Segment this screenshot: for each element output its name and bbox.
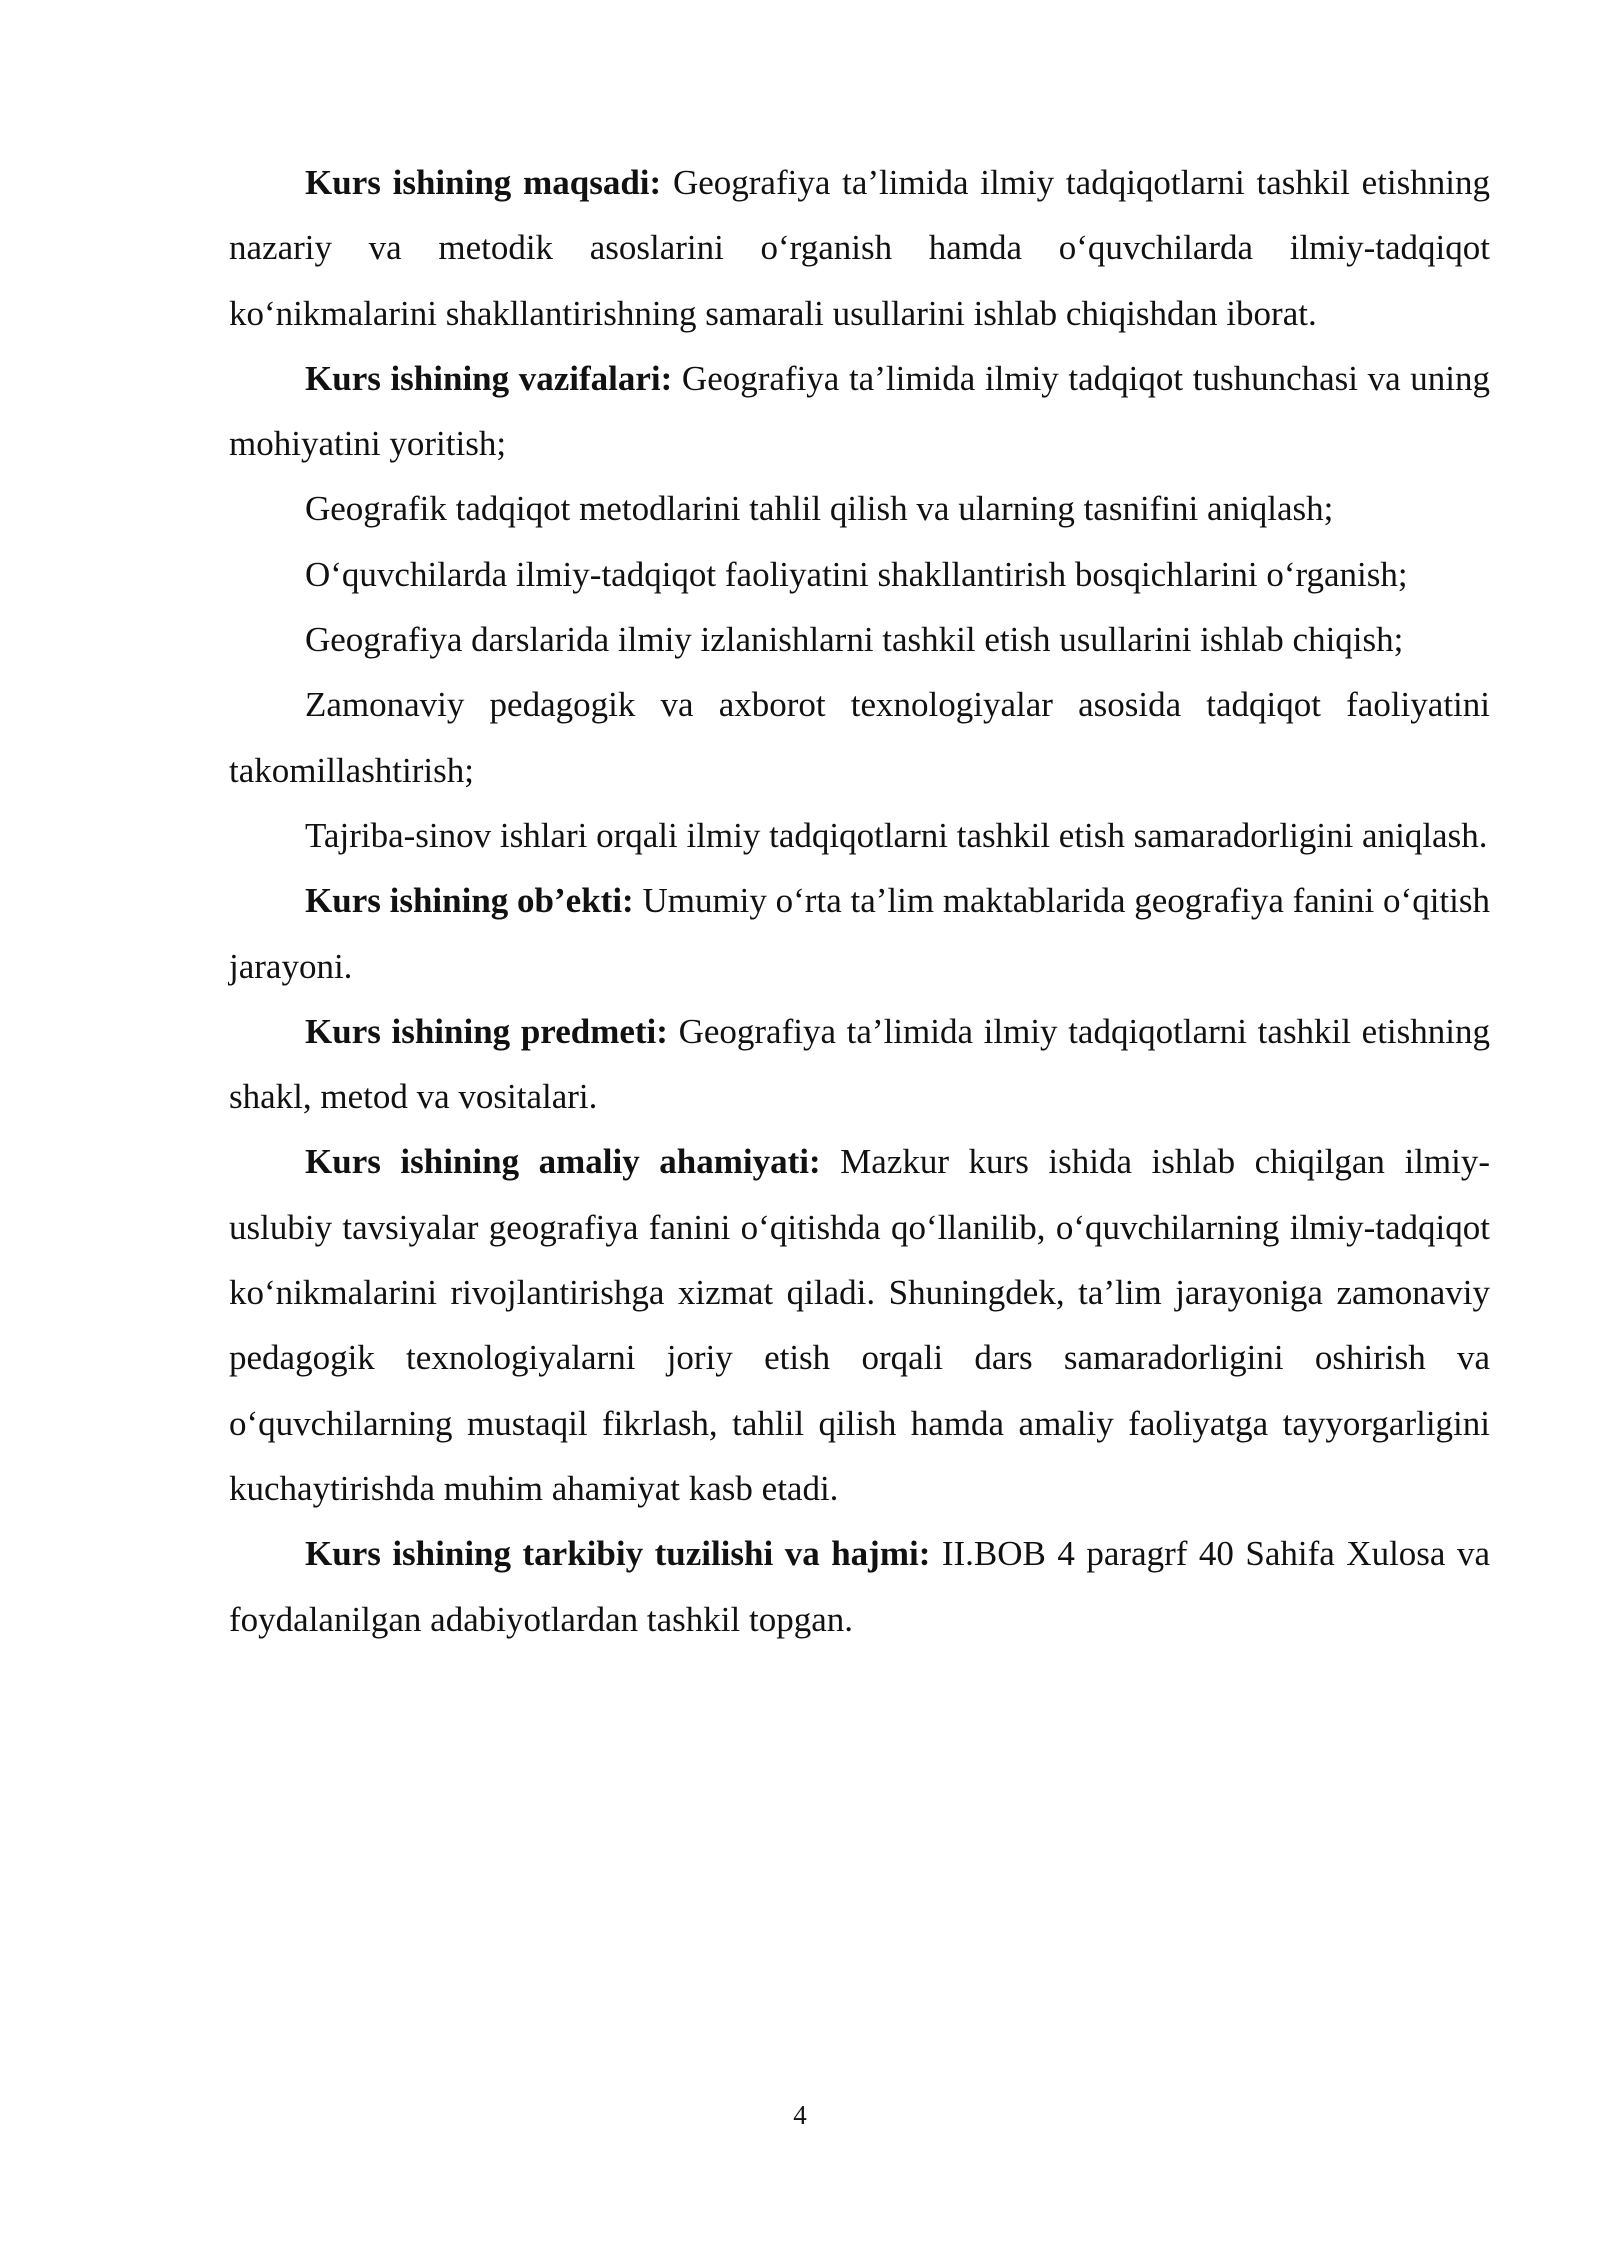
paragraph-text: Geografiya ta’limida ilmiy tadqiqotlarni tashkil etishning shakl, metod va vositalari. bbox=[229, 1011, 1490, 1117]
task-item bbox=[229, 607, 1490, 672]
paragraph-tarkibiy-tuzilishi bbox=[229, 1521, 1490, 1652]
paragraph-heading: Kurs ishining ob’ekti: bbox=[305, 881, 634, 921]
paragraph-amaliy-ahamiyati bbox=[229, 1129, 1490, 1521]
paragraph-text: Geografiya ta’limida ilmiy tadqiqot tushunchasi va uning mohiyatini yoritish; bbox=[229, 358, 1490, 464]
paragraph-text: Tajriba-sinov ishlari orqali ilmiy tadqiqotlarni tashkil etish samaradorligini aniqlash. bbox=[305, 815, 1488, 855]
task-item bbox=[229, 542, 1490, 607]
paragraph-heading: Kurs ishining vazifalari: bbox=[305, 358, 673, 398]
task-item bbox=[229, 803, 1490, 868]
task-item bbox=[229, 476, 1490, 541]
paragraph-obekti bbox=[229, 868, 1490, 999]
body-text bbox=[229, 150, 1490, 1652]
paragraph-heading: Kurs ishining tarkibiy tuzilishi va hajmi: bbox=[305, 1534, 931, 1574]
paragraph-predmeti bbox=[229, 999, 1490, 1130]
paragraph-heading: Kurs ishining maqsadi: bbox=[305, 163, 662, 202]
paragraph-text: O‘quvchilarda ilmiy-tadqiqot faoliyatini shakllantirish bosqichlarini o‘rganish; bbox=[305, 554, 1408, 594]
task-item bbox=[229, 672, 1490, 803]
paragraph-text: Geografiya ta’limida ilmiy tadqiqotlarni tashkil etishning nazariy va metodik asoslarini o‘rganish hamda o‘quvchilarda ilmiy-tadqiqot ko‘nikmalarini shakllantirishning samarali usullarini ishlab chiqishdan iborat. bbox=[229, 163, 1490, 333]
paragraph-heading: Kurs ishining amaliy ahamiyati: bbox=[305, 1142, 821, 1182]
paragraph-text: Zamonaviy pedagogik va axborot texnologiyalar asosida tadqiqot faoliyatini takomillashtirish; bbox=[229, 685, 1490, 790]
paragraph-maqsadi bbox=[229, 150, 1490, 346]
paragraph-text: Geografiya darslarida ilmiy izlanishlarni tashkil etish usullarini ishlab chiqish; bbox=[305, 620, 1404, 660]
paragraph-vazifalari bbox=[229, 346, 1490, 477]
paragraph-text: II.BOB 4 paragrf 40 Sahifa Xulosa va foydalanilgan adabiyotlardan tashkil topgan. bbox=[229, 1534, 1490, 1639]
paragraph-heading: Kurs ishining predmeti: bbox=[305, 1011, 668, 1051]
paragraph-text: Mazkur kurs ishida ishlab chiqilgan ilmiy-uslubiy tavsiyalar geografiya fanini o‘qitishda qo‘llanilib, o‘quvchilarning ilmiy-tadqiqot ko‘nikmalarini rivojlantirishga xizmat qiladi. Shuningdek, ta’lim jarayoniga zamonaviy pedagogik texnologiyalarni joriy etish orqali dars samaradorligini oshirish va o‘quvchilarning mustaqil fikrlash, tahlil qilish hamda amaliy faoliyatga tayyorgarligini kuchaytirishda muhim ahamiyat kasb etadi. bbox=[229, 1142, 1490, 1508]
page-number: 4 bbox=[793, 2100, 807, 2130]
paragraph-text: Umumiy o‘rta ta’lim maktablarida geografiya fanini o‘qitish jarayoni. bbox=[229, 881, 1490, 986]
paragraph-text: Geografik tadqiqot metodlarini tahlil qilish va ularning tasnifini aniqlash; bbox=[305, 489, 1334, 529]
